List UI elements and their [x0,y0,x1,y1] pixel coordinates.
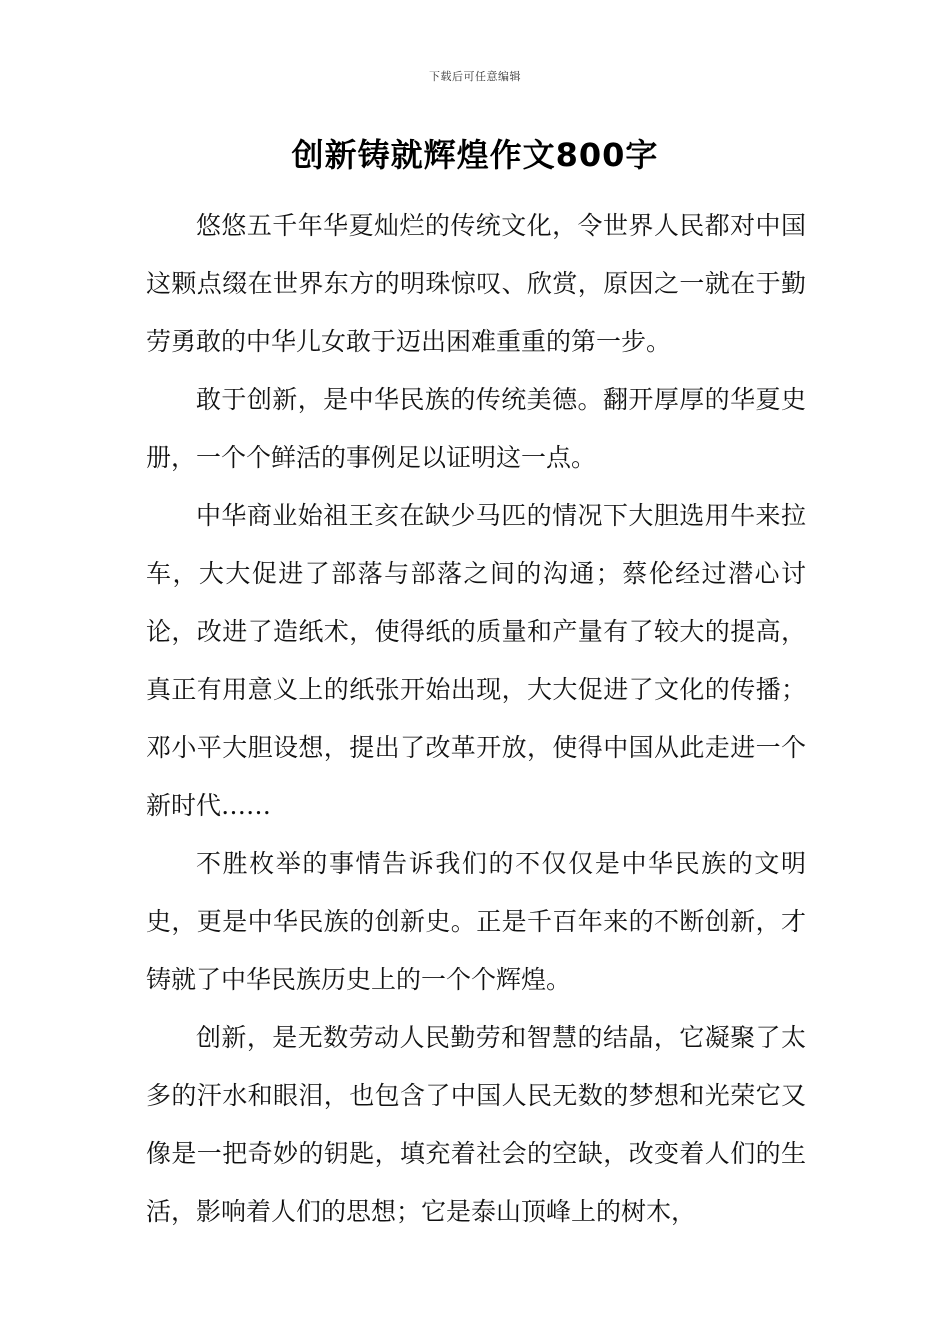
paragraph: 创新，是无数劳动人民勤劳和智慧的结晶，它凝聚了太多的汗水和眼泪，也包含了中国人民无数的梦想和光荣它又像是一把奇妙的钥匙，填充着社会的空缺，改变着人们的生活，影响着人们的思想；它是泰山顶峰上的树木， [146,1023,806,1226]
document-title: 创新铸就辉煌作文800字 [291,136,659,174]
paragraph: 悠悠五千年华夏灿烂的传统文化，令世界人民都对中国这颗点缀在世界东方的明珠惊叹、欣赏，原因之一就在于勤劳勇敢的中华儿女敢于迈出困难重重的第一步。 [146,211,806,356]
paragraph: 不胜枚举的事情告诉我们的不仅仅是中华民族的文明史，更是中华民族的创新史。正是千百年来的不断创新，才铸就了中华民族历史上的一个个辉煌。 [146,849,806,994]
paragraph: 中华商业始祖王亥在缺少马匹的情况下大胆选用牛来拉车，大大促进了部落与部落之间的沟通；蔡伦经过潜心讨论，改进了造纸术，使得纸的质量和产量有了较大的提高，真正有用意义上的纸张开始出现，大大促进了文化的传播；邓小平大胆设想，提出了改革开放，使得中国从此走进一个新时代…… [146,501,806,820]
document-body [146,197,806,1241]
paragraph: 敢于创新，是中华民族的传统美德。翻开厚厚的华夏史册，一个个鲜活的事例足以证明这一点。 [146,385,806,472]
header-note: 下载后可任意编辑 [429,70,521,83]
